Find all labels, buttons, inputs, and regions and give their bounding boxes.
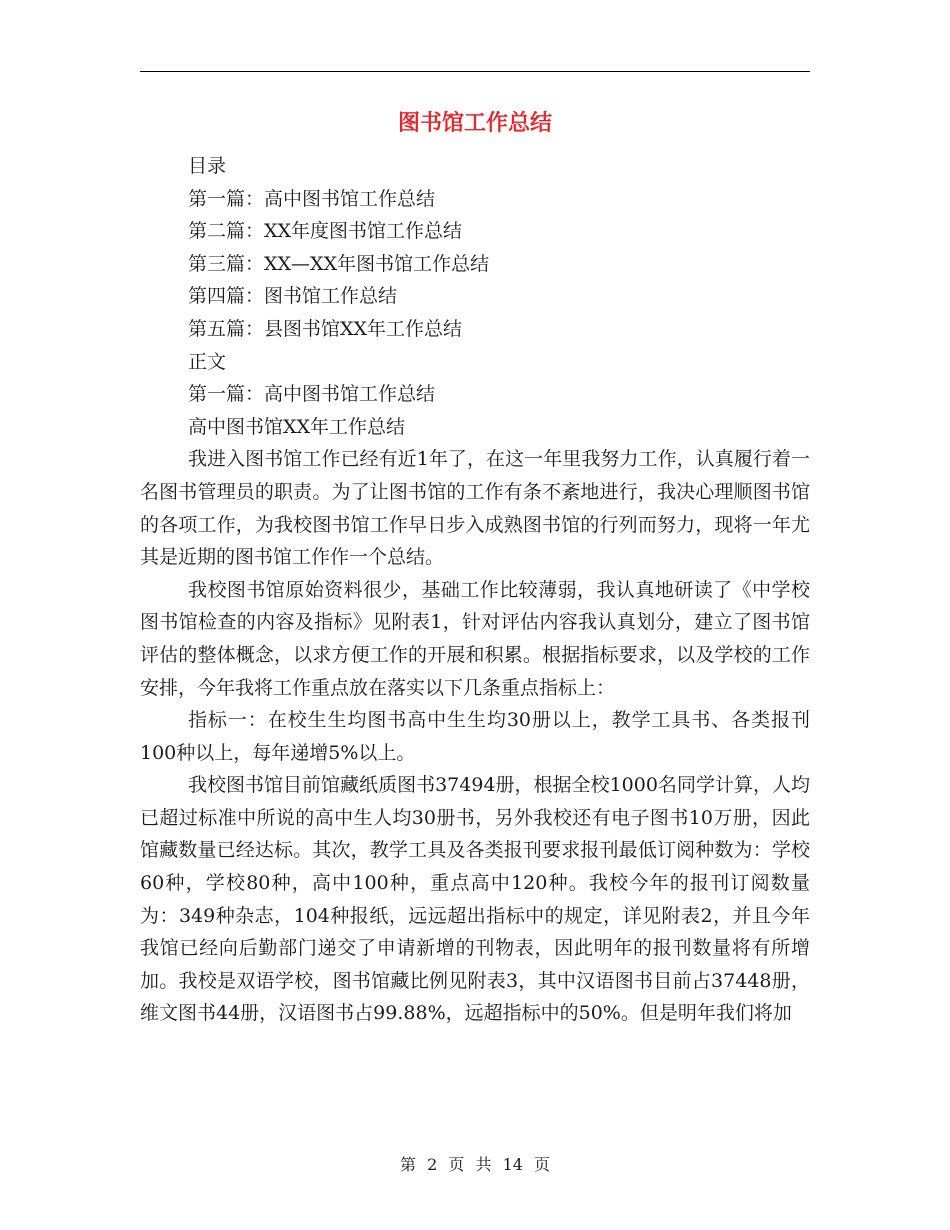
header-rule bbox=[140, 71, 810, 72]
footer-di: 第 bbox=[399, 1155, 416, 1174]
page-footer bbox=[0, 1154, 950, 1176]
document-body bbox=[140, 150, 810, 1030]
chapter-subtitle: 高中图书馆XX年工作总结 bbox=[188, 415, 406, 438]
toc-heading: 目录 bbox=[188, 155, 227, 177]
footer-gong: 共 bbox=[475, 1155, 492, 1174]
body-heading: 正文 bbox=[188, 350, 227, 373]
footer-total-pages: 14 bbox=[502, 1155, 523, 1174]
footer-page-number: 2 bbox=[427, 1155, 438, 1174]
toc-item-3: 第三篇：XX—XX年图书馆工作总结 bbox=[188, 252, 490, 275]
footer-ye-2: 页 bbox=[534, 1155, 551, 1174]
footer-ye: 页 bbox=[448, 1155, 465, 1174]
document-title: 图书馆工作总结 bbox=[397, 111, 552, 136]
toc-item-5: 第五篇：县图书馆XX年工作总结 bbox=[188, 317, 463, 340]
paragraph-4: 我校图书馆目前馆藏纸质图书37494册，根据全校1000名同学计算，人均已超过标准中所说的高中生人均30册书，另外我校还有电子图书10万册，因此馆藏数量已经达标。其次，教学工具及各类报刊要求报刊最低订阅种数为：学校60种，学校80种，高中100种，重点高中120种。我校今年的报刊订阅数量为：349种杂志，104种报纸，远远超出指标中的规定，详见附表2，并且今年我馆已经向后勤部门递交了申请新增的刊物表，因此明年的报刊数量将有所增加。我校是双语学校，图书馆藏比例见附表3，其中汉语图书目前占37448册，维文图书44册，汉语图书占99.88%，远超指标中的50%。但是明年我们将加 bbox=[140, 774, 810, 1025]
paragraph-1: 我进入图书馆工作已经有近1年了，在这一年里我努力工作，认真履行着一名图书管理员的职责。为了让图书馆的工作有条不紊地进行，我决心理顺图书馆的各项工作，为我校图书馆工作早日步入成熟图书馆的行列而努力，现将一年尤其是近期的图书馆工作作一个总结。 bbox=[140, 448, 810, 569]
paragraph-2: 我校图书馆原始资料很少，基础工作比较薄弱，我认真地研读了《中学校图书馆检查的内容及指标》见附表1，针对评估内容我认真划分，建立了图书馆评估的整体概念，以求方便工作的开展和积累。根据指标要求，以及学校的工作安排，今年我将工作重点放在落实以下几条重点指标上： bbox=[140, 578, 810, 699]
toc-item-4: 第四篇：图书馆工作总结 bbox=[188, 285, 398, 308]
chapter-heading: 第一篇：高中图书馆工作总结 bbox=[188, 383, 436, 406]
toc-item-2: 第二篇：XX年度图书馆工作总结 bbox=[188, 220, 463, 243]
paragraph-3: 指标一：在校生生均图书高中生生均30册以上，教学工具书、各类报刊100种以上，每年递增5%以上。 bbox=[140, 709, 810, 764]
toc-item-1: 第一篇：高中图书馆工作总结 bbox=[188, 187, 436, 210]
